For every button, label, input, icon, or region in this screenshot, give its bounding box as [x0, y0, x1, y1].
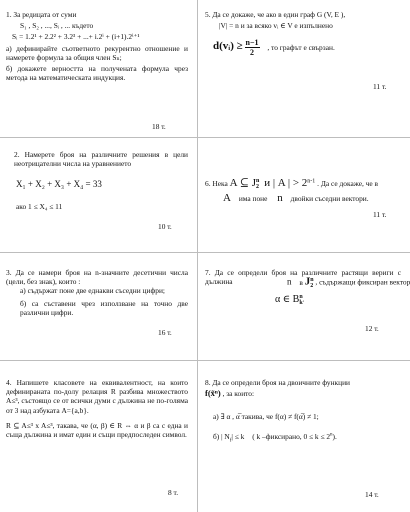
problem-6-pairs: двойки съседни вектори.	[290, 194, 369, 203]
problem-6-subscript: 2	[255, 184, 259, 191]
problem-4-title: 4. Напишете класовете на еквивалентност, на които дефинираната по-долу релация R разбива множеството A≤³, състоящо се от всички думи с дължина не по-голяма от 3 над азбуката A={a,b}.	[6, 378, 188, 415]
problem-7-n: n	[287, 277, 292, 288]
problem-6-n: n	[277, 192, 283, 204]
problem-8-f-sub: f	[229, 438, 232, 444]
problem-7	[205, 268, 410, 333]
problem-2	[6, 150, 188, 231]
problem-1-sequence: S₁ , S₂ , ..., Sᵢ , ... където	[20, 21, 94, 31]
problem-1-title: 1. За редицата от суми	[6, 10, 77, 19]
problem-3-points: 16 т.	[158, 328, 172, 337]
problem-8-part-b: б) | N	[213, 431, 230, 441]
problem-7-superscript: n	[310, 277, 314, 284]
problem-5-title: 5. Да се докаже, че ако в един граф G (V, E ),	[205, 10, 346, 19]
problem-3-part-b: б) са съставени чрез използване на точно две различни цифри.	[20, 298, 188, 317]
problem-8-close: ).	[332, 431, 337, 441]
problem-2-condition: ако 1 ≤ X₄ ≤ 11	[16, 201, 63, 211]
problem-6-points: 11 т.	[373, 210, 387, 219]
row-divider	[0, 137, 197, 138]
problem-5-fraction	[245, 38, 260, 57]
problem-6-superscript: n	[255, 178, 260, 185]
problem-7-points: 12 т.	[365, 324, 379, 333]
problem-6-set-a: A	[223, 192, 231, 204]
problem-7-subscript: 2	[310, 283, 314, 290]
problem-7-period: .	[302, 295, 305, 305]
row-divider	[0, 252, 197, 253]
problem-7-b-superscript: n	[299, 294, 303, 301]
problem-5-points: 11 т.	[373, 82, 387, 91]
problem-5	[205, 10, 401, 91]
row-divider	[198, 360, 410, 361]
problem-6-cardinality: и | A | > 2	[264, 177, 308, 189]
problem-6-exponent: n-1	[307, 178, 316, 185]
problem-4-points: 8 т.	[168, 488, 179, 497]
problem-3	[6, 268, 188, 337]
problem-3-part-a: а) съдържат поне две еднакви съседни цифри;	[20, 286, 165, 296]
problem-6	[205, 176, 401, 219]
problem-1	[6, 10, 188, 131]
problem-5-degree: d(vᵢ) ≥	[213, 40, 243, 53]
problem-2-equation: X₁ + X₂ + X₃ + X₄ = 33	[16, 179, 102, 190]
problem-4-relation: R ⊆ A≤³ x A≤³, такава, че (α, β) ∈ R ⇔ α и β са с една и съща дължина и имат един и същи предпоследен символ.	[6, 420, 188, 440]
problem-7-b-subscript: k	[299, 300, 303, 307]
problem-3-title: 3. Да се намери броя на n-значните десетични числа (цели, без знак), които :	[6, 268, 188, 287]
problem-7-vector: α ∈ B	[275, 294, 300, 306]
problem-1-points: 18 т.	[152, 122, 166, 131]
problem-4	[6, 378, 188, 497]
problem-5-condition: |V| = n и за всяко vᵢ ∈ V е изпълнено	[219, 21, 333, 31]
problem-7-in: в	[299, 278, 303, 288]
problem-8-exp: n	[330, 432, 333, 438]
problem-2-title: 2. Намерете броя на различните решения в цели неотрицателни числа на уравнението	[14, 150, 188, 169]
problem-5-conclusion: , то графът е свързан.	[267, 42, 335, 52]
problem-8	[205, 378, 401, 499]
problem-1-part-b: б) докажете верността на получената формула чрез метода на математическата индукция.	[6, 64, 188, 83]
problem-6-subset: A ⊆ J	[229, 177, 256, 189]
row-divider	[0, 360, 197, 361]
problem-5-denominator: 2	[250, 48, 255, 58]
problem-7-containing: , съдържащи фиксиран вектор	[315, 278, 410, 288]
row-divider	[198, 137, 410, 138]
problem-2-points: 10 т.	[158, 222, 172, 231]
problem-6-lead: 6. Нека	[205, 179, 228, 188]
problem-8-fixed: ( k –фиксирано, 0 ≤ k ≤ 2	[252, 431, 331, 441]
problem-8-bound: | ≤ k	[231, 431, 245, 441]
problem-5-numerator: n−1	[245, 38, 259, 48]
problem-7-title: 7. Да се определи броя на различните растящи вериги с дължина	[205, 268, 401, 287]
problem-1-formula: Sᵢ = 1.2¹ + 2.2² + 3.2³ + ...+ i.2ⁱ + (i+1).2ⁱ⁺¹	[12, 32, 140, 42]
column-divider	[197, 0, 198, 512]
problem-8-points: 14 т.	[365, 490, 379, 499]
problem-6-prove: . Да се докаже, че в	[317, 179, 379, 188]
problem-6-has: има поне	[238, 194, 268, 203]
problem-1-part-a: a) дефинирайте съответното рекурентно отношение и намерете формула за общия член Sₙ;	[6, 43, 188, 62]
row-divider	[198, 252, 410, 253]
problem-8-part-a: а) ∃ α , α̅ такива, че f(α) ≠ f(α̅) ≠ 1;	[213, 412, 319, 422]
problem-8-function: f(x̃ⁿ)	[205, 388, 221, 399]
problem-8-for-which: , за които:	[222, 389, 255, 399]
problem-7-j: J	[304, 276, 311, 289]
problem-8-title: 8. Да се определи броя на двоичните функции	[205, 378, 351, 387]
